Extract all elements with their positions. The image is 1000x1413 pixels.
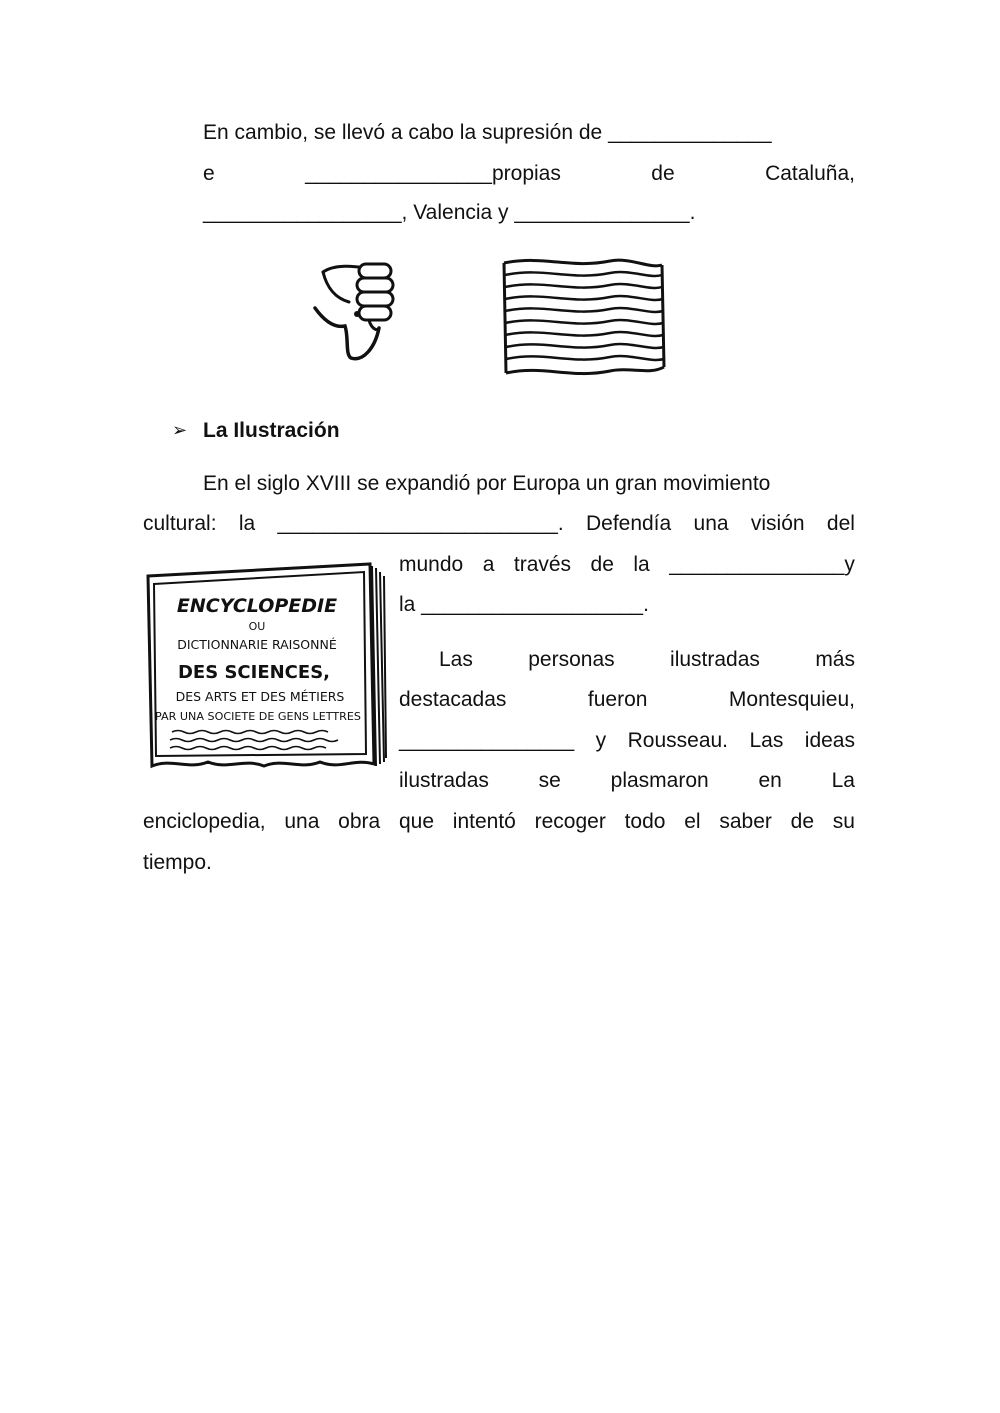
word: todo xyxy=(624,810,666,833)
word: fueron xyxy=(587,688,648,711)
word: plasmaron xyxy=(610,769,709,792)
word: la xyxy=(238,512,256,535)
text-line-plasmaron xyxy=(399,768,855,794)
word: que xyxy=(398,810,435,833)
text-line-destacadas xyxy=(399,687,855,713)
word: el xyxy=(684,810,701,833)
word: recoger xyxy=(534,810,606,833)
word: ________________________. xyxy=(277,512,564,535)
text-line-valencia: _________________, Valencia y _______________. xyxy=(203,201,696,224)
word: ilustradas xyxy=(670,648,760,671)
word: Las xyxy=(439,648,473,671)
word: Defendía xyxy=(585,512,672,535)
word: y xyxy=(595,729,607,752)
word: personas xyxy=(528,648,615,671)
word: destacadas xyxy=(399,688,507,711)
word: del xyxy=(826,512,855,535)
word: su xyxy=(832,810,855,833)
word: una xyxy=(284,810,320,833)
text-line-mundo xyxy=(399,552,855,578)
bullet-arrow-icon: ➢ xyxy=(172,420,188,440)
word: Montesquieu, xyxy=(728,688,855,711)
word: saber xyxy=(719,810,772,833)
word: obra xyxy=(338,810,381,833)
word: ________________propias xyxy=(305,162,561,185)
word: en xyxy=(758,769,782,792)
text-line-enciclopedia xyxy=(143,809,855,835)
word: intentó xyxy=(452,810,516,833)
word: Las xyxy=(749,729,784,752)
text-line-personas xyxy=(439,647,855,673)
word: de xyxy=(590,553,614,576)
flag-icon xyxy=(500,255,668,380)
text-line-siglo: En el siglo XVIII se expandió por Europa un gran movimiento xyxy=(203,472,771,495)
text-line-supresion: En cambio, se llevó a cabo la supresión de ______________ xyxy=(203,121,772,144)
thumbs-down-icon xyxy=(305,258,405,368)
word: través xyxy=(513,553,572,576)
text-line-rousseau xyxy=(399,728,855,754)
word: e xyxy=(203,162,215,185)
text-line-propias xyxy=(203,161,855,187)
section-heading: La Ilustración xyxy=(203,419,340,442)
enc-dict: DICTIONNARIE RAISONNÉ xyxy=(177,637,337,652)
enc-arts: DES ARTS ET DES MÉTIERS xyxy=(175,689,345,704)
word: más xyxy=(815,648,855,671)
word: _______________ xyxy=(399,729,575,752)
word: Rousseau. xyxy=(627,729,729,752)
word: cultural: xyxy=(143,512,217,535)
word: enciclopedia, xyxy=(143,810,266,833)
word: _______________y xyxy=(669,553,855,576)
word: ilustradas xyxy=(399,769,489,792)
word: la xyxy=(633,553,650,576)
enc-title: ENCYCLOPEDIE xyxy=(176,595,338,617)
enc-par: PAR UNA SOCIETE DE GENS LETTRES xyxy=(155,711,362,723)
text-line-tiempo: tiempo. xyxy=(143,851,212,874)
word: Cataluña, xyxy=(765,162,855,185)
word: de xyxy=(790,810,814,833)
text-line-la: la ___________________. xyxy=(399,593,649,616)
word: de xyxy=(651,162,675,185)
word: se xyxy=(538,769,561,792)
enc-ou: OU xyxy=(248,620,266,633)
word: La xyxy=(831,769,855,792)
word: ideas xyxy=(804,729,855,752)
word: mundo xyxy=(399,553,464,576)
text-line-cultural xyxy=(143,511,855,537)
word: a xyxy=(482,553,495,576)
word: visión xyxy=(750,512,805,535)
encyclopedia-illustration xyxy=(144,558,394,778)
enc-sciences: DES SCIENCES, xyxy=(177,662,331,683)
word: una xyxy=(693,512,729,535)
